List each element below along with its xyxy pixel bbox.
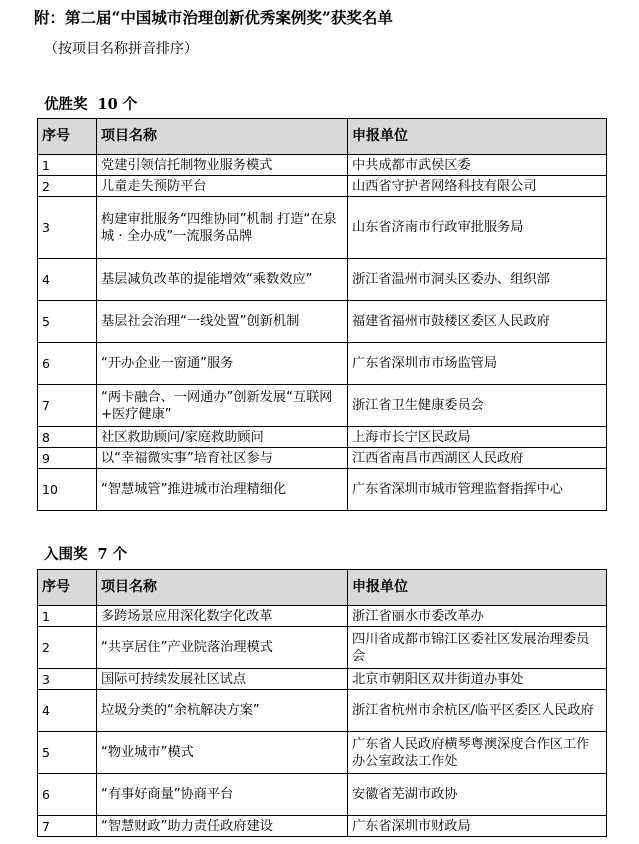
row-project: 构建审批服务“四维协同”机制 打造“在泉城 · 全办成”一流服务品牌 [97,197,348,259]
row-unit: 浙江省卫生健康委员会 [348,385,607,427]
table-row [38,385,607,427]
row-unit: 江西省南昌市西湖区人民政府 [348,448,607,469]
column-header-project: 项目名称 [97,570,348,606]
row-unit: 中共成都市武侯区委 [348,155,607,176]
table-row [38,176,607,197]
row-unit: 福建省福州市鼓楼区委区人民政府 [348,301,607,343]
table-row [38,627,607,669]
row-number: 5 [38,301,97,343]
row-project: “共享居住”产业院落治理模式 [97,627,348,669]
row-unit: 浙江省杭州市余杭区/临平区委区人民政府 [348,690,607,732]
row-project: 党建引领信托制物业服务模式 [97,155,348,176]
row-unit: 四川省成都市锦江区委社区发展治理委员会 [348,627,607,669]
row-number: 2 [38,176,97,197]
row-project: “智慧财政”助力责任政府建设 [97,816,348,837]
row-project: 儿童走失预防平台 [97,176,348,197]
row-project: 多跨场景应用深化数字化改革 [97,606,348,627]
row-number: 7 [38,385,97,427]
finalists-table [37,569,607,837]
row-unit: 山东省济南市行政审批服务局 [348,197,607,259]
row-number: 8 [38,427,97,448]
table-row [38,427,607,448]
row-project: 国际可持续发展社区试点 [97,669,348,690]
table-row [38,155,607,176]
row-unit: 山西省守护者网络科技有限公司 [348,176,607,197]
row-number: 10 [38,469,97,511]
row-project: “有事好商量”协商平台 [97,774,348,816]
row-unit: 广东省人民政府横琴粤澳深度合作区工作办公室政法工作处 [348,732,607,774]
row-project: 垃圾分类的“余杭解决方案” [97,690,348,732]
row-number: 3 [38,197,97,259]
row-project: “物业城市”模式 [97,732,348,774]
table-row [38,669,607,690]
row-project: “两卡融合、一网通办”创新发展“互联网+医疗健康” [97,385,348,427]
row-unit: 广东省深圳市城市管理监督指挥中心 [348,469,607,511]
column-header-unit: 申报单位 [348,570,607,606]
row-unit: 安徽省芜湖市政协 [348,774,607,816]
row-number: 1 [38,606,97,627]
section-heading-finalists [44,543,127,564]
table-row [38,732,607,774]
row-number: 3 [38,669,97,690]
row-unit: 上海市长宁区民政局 [348,427,607,448]
table-row [38,816,607,837]
row-project: “智慧城管”推进城市治理精细化 [97,469,348,511]
winners-table [37,118,607,511]
table-header-row [38,570,607,606]
table-row [38,259,607,301]
row-unit: 广东省深圳市市场监管局 [348,343,607,385]
row-number: 7 [38,816,97,837]
row-project: 以“幸福微实事”培育社区参与 [97,448,348,469]
column-header-project: 项目名称 [97,119,348,155]
document-subtitle: （按项目名称拼音排序） [44,41,198,57]
section-count: 7 个 [97,546,128,563]
table-row [38,301,607,343]
row-number: 2 [38,627,97,669]
document-title: 附：第二届“中国城市治理创新优秀案例奖”获奖名单 [34,8,393,27]
table-header-row [38,119,607,155]
row-unit: 广东省深圳市财政局 [348,816,607,837]
section-count: 10 个 [97,96,138,113]
table-row [38,469,607,511]
row-unit: 北京市朝阳区双井街道办事处 [348,669,607,690]
row-number: 6 [38,343,97,385]
row-unit: 浙江省温州市洞头区委办、组织部 [348,259,607,301]
table-row [38,606,607,627]
column-header-unit: 申报单位 [348,119,607,155]
table-row [38,448,607,469]
section-name: 入围奖 [44,546,88,563]
row-number: 1 [38,155,97,176]
row-unit: 浙江省丽水市委改革办 [348,606,607,627]
row-number: 6 [38,774,97,816]
row-project: 基层社会治理“一线处置”创新机制 [97,301,348,343]
section-name: 优胜奖 [44,96,88,113]
row-project: “开办企业一窗通”服务 [97,343,348,385]
section-heading-winners [44,93,137,114]
column-header-no: 序号 [38,119,97,155]
row-number: 4 [38,690,97,732]
row-project: 基层减负改革的提能增效“乘数效应” [97,259,348,301]
row-number: 4 [38,259,97,301]
row-project: 社区救助顾问/家庭救助顾问 [97,427,348,448]
row-number: 9 [38,448,97,469]
table-row [38,343,607,385]
row-number: 5 [38,732,97,774]
column-header-no: 序号 [38,570,97,606]
table-row [38,690,607,732]
table-row [38,774,607,816]
table-row [38,197,607,259]
